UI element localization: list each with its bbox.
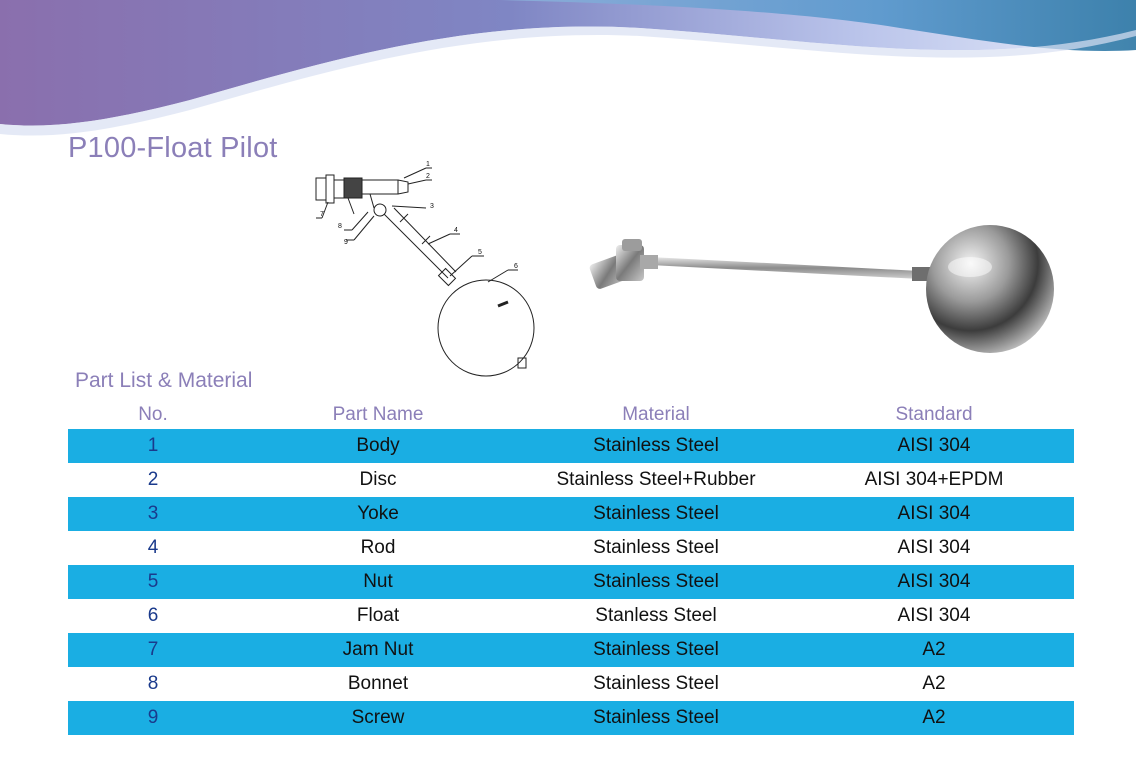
header-part-name: Part Name [332, 403, 424, 425]
cell-part-name: Screw [238, 701, 518, 735]
header-material: Material [622, 403, 690, 425]
cell-material: Stainless Steel [518, 633, 794, 667]
cell-standard: AISI 304 [897, 605, 971, 626]
cell-no: 1 [68, 429, 238, 463]
table-header-row [68, 400, 1074, 429]
cell-standard: AISI 304+EPDM [864, 469, 1004, 490]
cell-material: Stainless Steel [518, 701, 794, 735]
table-row [68, 531, 1074, 565]
cell-standard: AISI 304 [897, 537, 971, 558]
callout-6: 6 [514, 263, 518, 270]
header-standard: Standard [895, 403, 973, 425]
cell-material: Stainless Steel [518, 565, 794, 599]
callout-4: 4 [454, 227, 458, 234]
cell-no: 4 [147, 537, 159, 558]
callout-1: 1 [426, 161, 430, 168]
cell-material: Stainless Steel [593, 673, 719, 694]
header-no: No. [138, 403, 168, 425]
cell-no: 2 [147, 469, 159, 490]
cell-standard: AISI 304 [794, 565, 1074, 599]
cell-part-name: Float [356, 605, 400, 626]
table-row [68, 633, 1074, 667]
cell-part-name: Yoke [238, 497, 518, 531]
table-row [68, 701, 1074, 735]
cell-part-name: Jam Nut [238, 633, 518, 667]
cell-no: 6 [147, 605, 159, 626]
table-row [68, 667, 1074, 701]
table-row [68, 429, 1074, 463]
cell-standard: A2 [794, 701, 1074, 735]
section-title: Part List & Material [75, 369, 253, 392]
callout-2: 2 [426, 173, 430, 180]
cell-material: Stainless Steel [518, 497, 794, 531]
callout-5: 5 [478, 249, 482, 256]
table-row [68, 463, 1074, 497]
cell-part-name: Bonnet [347, 673, 409, 694]
cell-standard: A2 [922, 673, 946, 694]
technical-drawing [308, 158, 538, 378]
table-row [68, 599, 1074, 633]
cell-material: Stainless Steel+Rubber [556, 469, 756, 490]
table-row [68, 497, 1074, 531]
product-photo [580, 205, 1060, 355]
callout-7: 7 [320, 211, 324, 218]
cell-no: 3 [68, 497, 238, 531]
cell-no: 7 [68, 633, 238, 667]
cell-part-name: Nut [238, 565, 518, 599]
callout-9: 9 [344, 239, 348, 246]
cell-material: Stanless Steel [595, 605, 717, 626]
part-list-table [68, 400, 1074, 735]
cell-standard: AISI 304 [794, 497, 1074, 531]
cell-part-name: Body [238, 429, 518, 463]
cell-no: 5 [68, 565, 238, 599]
cell-standard: AISI 304 [794, 429, 1074, 463]
cell-material: Stainless Steel [518, 429, 794, 463]
callout-3: 3 [430, 203, 434, 210]
cell-part-name: Disc [359, 469, 397, 490]
cell-no: 9 [68, 701, 238, 735]
callout-8: 8 [338, 223, 342, 230]
cell-standard: A2 [794, 633, 1074, 667]
page-title: P100-Float Pilot [68, 132, 278, 164]
cell-material: Stainless Steel [593, 537, 719, 558]
table-row [68, 565, 1074, 599]
cell-part-name: Rod [360, 537, 396, 558]
cell-no: 8 [147, 673, 159, 694]
